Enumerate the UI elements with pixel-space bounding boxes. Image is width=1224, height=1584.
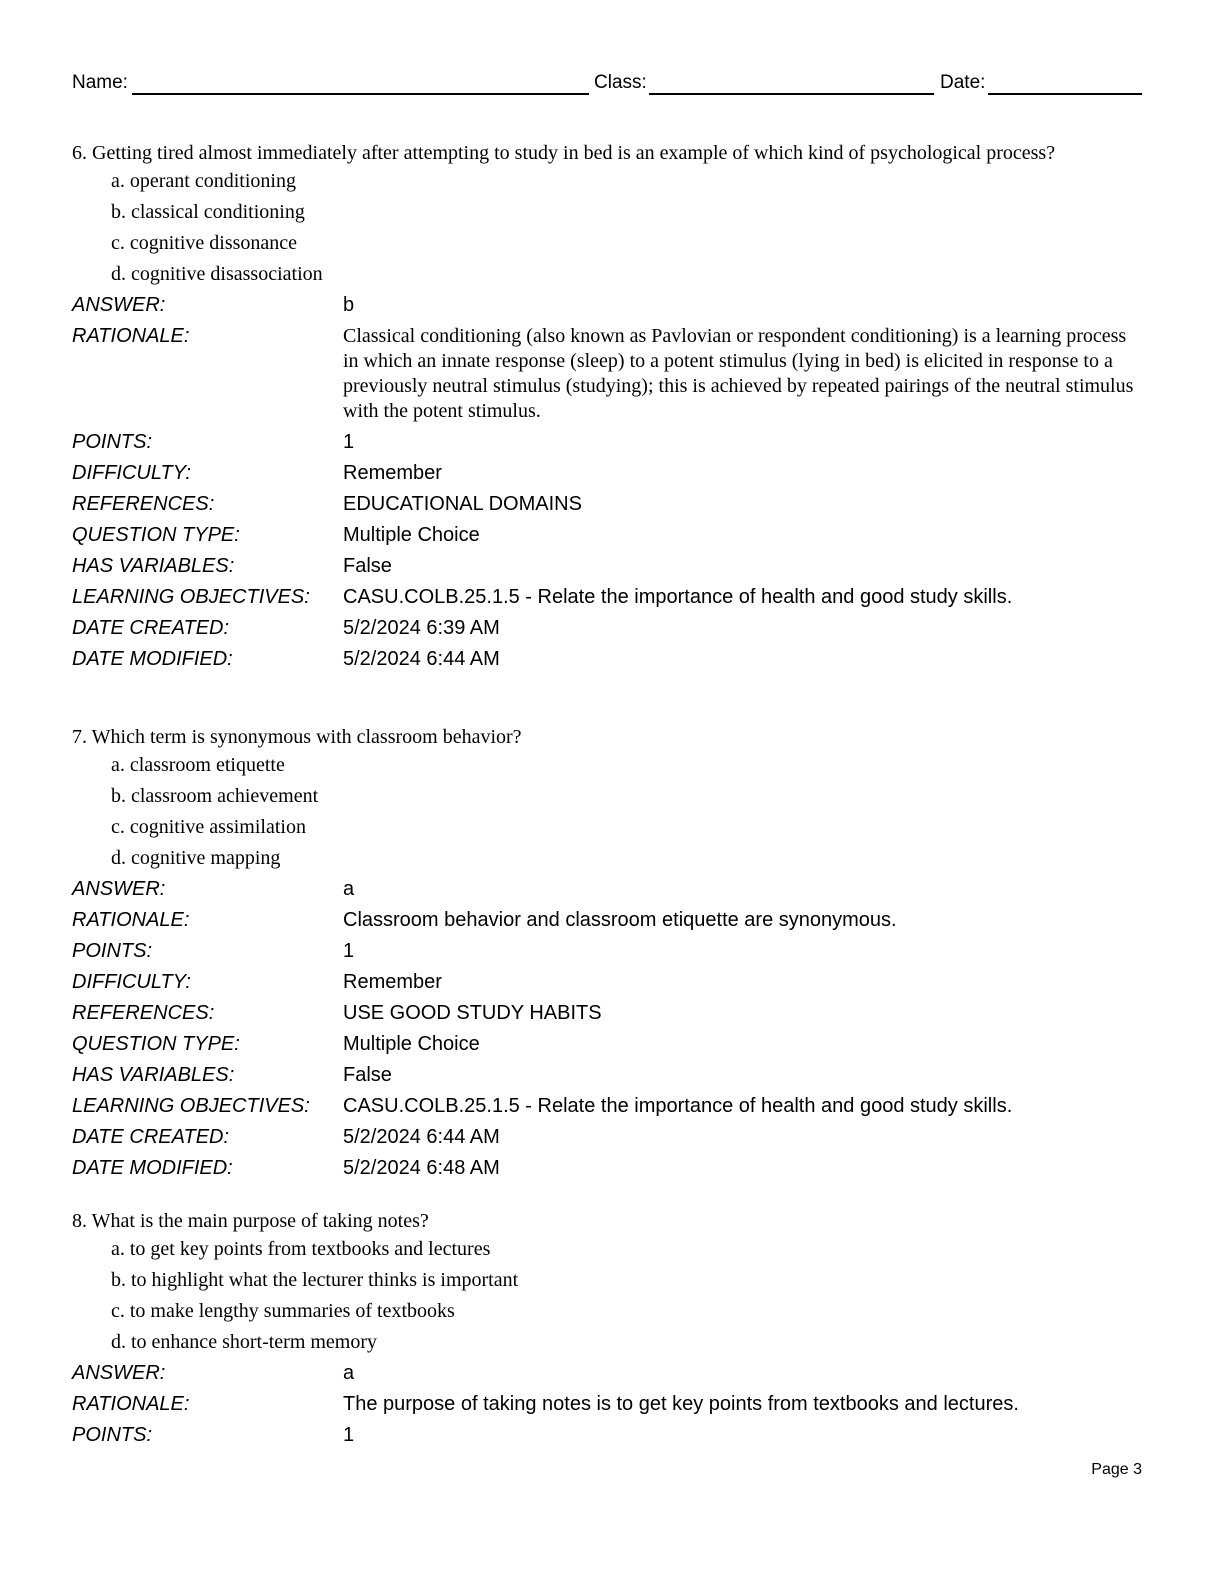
- choice-d: d. cognitive mapping: [111, 847, 281, 869]
- choice-d: d. cognitive disassociation: [111, 263, 323, 285]
- question-stem: 7. Which term is synonymous with classroom behavior?: [72, 726, 522, 748]
- references-key: REFERENCES:: [72, 1002, 215, 1024]
- points-value: 1: [343, 1424, 355, 1446]
- question-metadata: [72, 874, 1152, 1184]
- question-7: [72, 725, 1152, 1184]
- choice-d: d. to enhance short-term memory: [111, 1331, 378, 1353]
- references-key: REFERENCES:: [72, 493, 215, 515]
- date-created-key: DATE CREATED:: [72, 617, 230, 639]
- question-8: [72, 1209, 1152, 1451]
- choice-c: c. cognitive assimilation: [111, 816, 306, 838]
- answer-key: ANSWER:: [72, 1362, 166, 1384]
- date-modified-key: DATE MODIFIED:: [72, 1157, 233, 1179]
- answer-key: ANSWER:: [72, 294, 166, 316]
- learning-objectives-key: LEARNING OBJECTIVES:: [72, 586, 310, 608]
- rationale-value: The purpose of taking notes is to get key points from textbooks and lectures.: [343, 1393, 1019, 1415]
- question-type-value: Multiple Choice: [343, 1033, 480, 1055]
- choice-c: c. cognitive dissonance: [111, 232, 298, 254]
- rationale-key: RATIONALE:: [72, 1393, 190, 1415]
- has-variables-key: HAS VARIABLES:: [72, 555, 235, 577]
- question-metadata: [72, 290, 1152, 675]
- question-stem: 6. Getting tired almost immediately after attempting to study in bed is an example of which kind of psychological process?: [72, 142, 1056, 164]
- choice-b: b. to highlight what the lecturer thinks is important: [111, 1269, 519, 1291]
- rationale-key: RATIONALE:: [72, 325, 190, 347]
- choice-b: b. classroom achievement: [111, 785, 319, 807]
- question-stem: 8. What is the main purpose of taking notes?: [72, 1210, 429, 1232]
- difficulty-key: DIFFICULTY:: [72, 462, 191, 484]
- date-modified-value: 5/2/2024 6:48 AM: [343, 1157, 500, 1179]
- date-label: Date:: [940, 72, 986, 93]
- date-blank-line: [988, 93, 1142, 95]
- difficulty-value: Remember: [343, 971, 442, 993]
- page-number: Page 3: [1091, 1461, 1142, 1478]
- question-type-key: QUESTION TYPE:: [72, 524, 240, 546]
- question-6: [72, 141, 1152, 675]
- has-variables-value: False: [343, 555, 392, 577]
- rationale-key: RATIONALE:: [72, 909, 190, 931]
- answer-key: ANSWER:: [72, 878, 166, 900]
- difficulty-value: Remember: [343, 462, 442, 484]
- points-key: POINTS:: [72, 1424, 153, 1446]
- name-blank-line: [132, 93, 589, 95]
- answer-value: a: [343, 1362, 355, 1384]
- learning-objectives-value: CASU.COLB.25.1.5 - Relate the importance of health and good study skills.: [343, 1095, 1013, 1117]
- answer-value: a: [343, 878, 355, 900]
- points-key: POINTS:: [72, 940, 153, 962]
- class-blank-line: [649, 93, 934, 95]
- name-label: Name:: [72, 72, 128, 93]
- student-info-header: [72, 70, 1142, 98]
- references-value: EDUCATIONAL DOMAINS: [343, 493, 582, 515]
- has-variables-value: False: [343, 1064, 392, 1086]
- choice-list: [72, 166, 1152, 290]
- choice-a: a. operant conditioning: [111, 170, 296, 192]
- choice-a: a. classroom etiquette: [111, 754, 285, 776]
- learning-objectives-value: CASU.COLB.25.1.5 - Relate the importance of health and good study skills.: [343, 586, 1013, 608]
- points-value: 1: [343, 431, 355, 453]
- date-created-key: DATE CREATED:: [72, 1126, 230, 1148]
- references-value: USE GOOD STUDY HABITS: [343, 1002, 602, 1024]
- learning-objectives-key: LEARNING OBJECTIVES:: [72, 1095, 310, 1117]
- has-variables-key: HAS VARIABLES:: [72, 1064, 235, 1086]
- class-label: Class:: [594, 72, 647, 93]
- choice-list: [72, 1234, 1152, 1358]
- date-created-value: 5/2/2024 6:39 AM: [343, 617, 500, 639]
- question-type-value: Multiple Choice: [343, 524, 480, 546]
- rationale-value: Classroom behavior and classroom etiquette are synonymous.: [343, 909, 897, 931]
- choice-a: a. to get key points from textbooks and lectures: [111, 1238, 491, 1260]
- question-metadata: [72, 1358, 1152, 1451]
- question-type-key: QUESTION TYPE:: [72, 1033, 240, 1055]
- choice-c: c. to make lengthy summaries of textbooks: [111, 1300, 455, 1322]
- rationale-value: Classical conditioning (also known as Pavlovian or respondent conditioning) is a learning process in which an innate response (sleep) to a potent stimulus (lying in bed) is elicited in response to a previously neutral stimulus (studying); this is achieved by repeated pairings of the neutral stimulus with the potent stimulus.: [343, 325, 1134, 422]
- points-value: 1: [343, 940, 355, 962]
- choice-list: [72, 750, 1152, 874]
- points-key: POINTS:: [72, 431, 153, 453]
- date-created-value: 5/2/2024 6:44 AM: [343, 1126, 500, 1148]
- date-modified-key: DATE MODIFIED:: [72, 648, 233, 670]
- date-modified-value: 5/2/2024 6:44 AM: [343, 648, 500, 670]
- choice-b: b. classical conditioning: [111, 201, 305, 223]
- answer-value: b: [343, 294, 355, 316]
- difficulty-key: DIFFICULTY:: [72, 971, 191, 993]
